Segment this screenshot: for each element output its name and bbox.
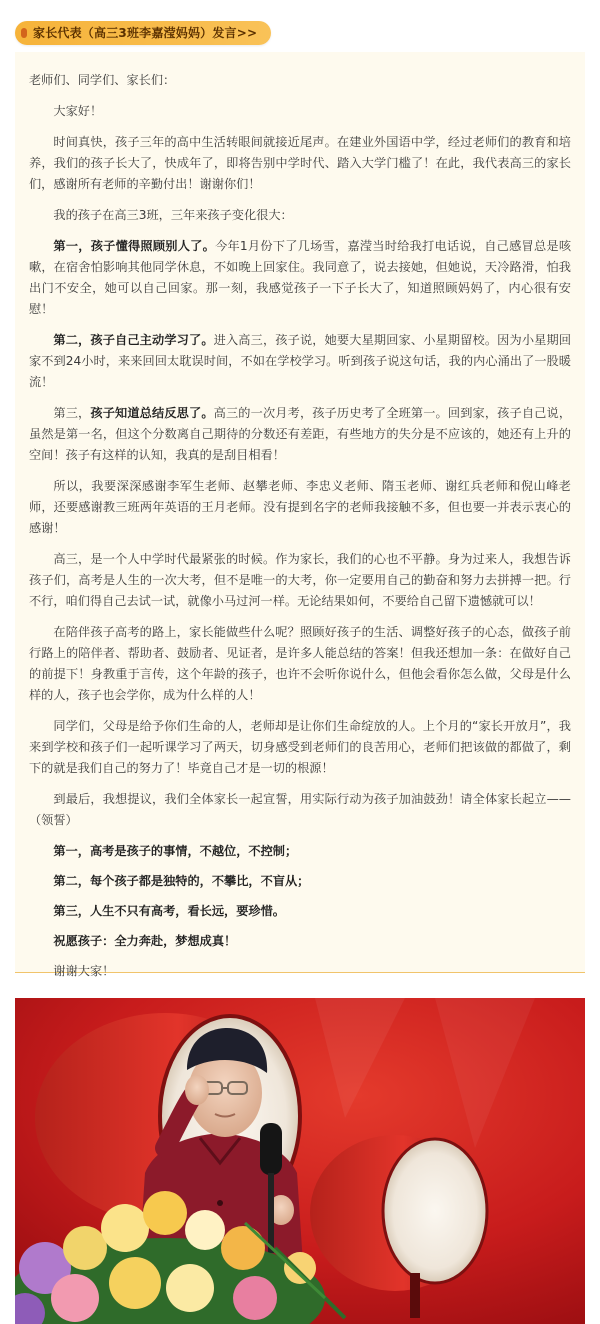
third-change-prefix: 第三， <box>53 406 91 420</box>
salutation: 老师们、同学们、家长们： <box>29 73 176 87</box>
speech-text <box>15 52 585 978</box>
speaker-photo[interactable] <box>15 998 585 1324</box>
paragraph-second-change <box>29 330 571 393</box>
first-change-text: 今年1月份下了几场雪，嘉滢当时给我打电话说，自己感冒总是咳嗽，在宿舍怕影响其他同学休息，不如晚上回家住。我同意了，说去接她，但她说，天冷路滑，怕我出门不安全，她可以自己回家。那一刻，我感觉孩子一下子长大了，知道照顾妈妈了，内心很有安慰！ <box>29 239 572 316</box>
blessing: 祝愿孩子：全力奔赴，梦想成真！ <box>53 934 237 948</box>
first-change-lead: 第一，孩子懂得照顾别人了。 <box>53 239 216 253</box>
second-change-lead: 第二，孩子自己主动学习了。 <box>53 333 214 347</box>
greeting: 大家好！ <box>53 104 103 118</box>
paragraph-intro: 时间真快，孩子三年的高中生活转眼间就接近尾声。在建业外国语中学，经过老师们的教育和培养，我们的孩子长大了，快成年了，即将告别中学时代、踏入大学门槛了！在此，我代表高三的家长们，感谢所有老师的辛勤付出！谢谢你们！ <box>29 135 571 191</box>
oath-line-3: 第三，人生不只有高考，看长远，要珍惜。 <box>53 904 285 918</box>
paragraph-oath-intro: 到最后，我想提议，我们全体家长一起宣誓，用实际行动为孩子加油鼓劲！请全体家长起立——（领誓） <box>29 792 571 827</box>
paragraph-parents-role: 在陪伴孩子高考的路上，家长能做些什么呢？照顾好孩子的生活、调整好孩子的心态，做孩子前行路上的陪伴者、帮助者、鼓励者、见证者，是许多人能总结的答案！但我还想加一条：在做好自己的前提下！身教重于言传，这个年龄的孩子，也许不会听你说什么，但他会看你怎么做，父母是什么样的人，孩子也会学你，成为什么样的人！ <box>29 625 571 702</box>
third-change-lead: 孩子知道总结反思了。 <box>90 406 214 420</box>
closing: 谢谢大家！ <box>53 964 115 978</box>
speaker-photo-illustration <box>15 998 585 1324</box>
paragraph-third-change <box>29 403 571 466</box>
paragraph-thanks: 所以，我要深深感谢李军生老师、赵攀老师、李忠义老师、隋玉老师、谢红兵老师和倪山峰老师，还要感谢教三班两年英语的王月老师。没有提到名字的老师我接触不多，但也要一并表示衷心的感谢！ <box>29 479 571 535</box>
paragraph-first-change <box>29 236 571 320</box>
paragraph-changes: 我的孩子在高三3班，三年来孩子变化很大： <box>53 208 293 222</box>
paragraph-senior-year: 高三，是一个人中学时代最紧张的时候。作为家长，我们的心也不平静。身为过来人，我想告诉孩子们，高考是人生的一次大考，但不是唯一的大考，你一定要用自己的勤奋和努力去拼搏一把。行不行，咱们得自己去试一试，就像小马过河一样。无论结果如何，不要给自己留下遗憾就可以！ <box>29 552 571 608</box>
paragraph-students: 同学们，父母是给予你们生命的人，老师却是让你们生命绽放的人。上个月的“家长开放月”，我来到学校和孩子们一起听课学习了两天，切身感受到老师们的良苦用心，老师们把该做的都做了，剩下的就是我们自己的努力了！毕竟自己才是一切的根源！ <box>29 719 571 775</box>
section-title-badge[interactable]: 家长代表（高三3班李嘉滢妈妈）发言>> <box>15 21 271 45</box>
third-change-text: 高三的一次月考，孩子历史考了全班第一。回到家，孩子自己说，虽然是第一名，但这个分数离自己期待的分数还有差距，有些地方的失分是不应该的，她还有上升的空间！孩子有这样的认知，我真的是刮目相看！ <box>29 406 572 462</box>
second-change-text: 进入高三，孩子说，她要大星期回家、小星期留校。因为小星期回家不到24小时，来来回回太耽误时间，不如在学校学习。听到孩子说这句话，我的内心涌出了一股暖流！ <box>29 333 572 389</box>
oath-line-2: 第二，每个孩子都是独特的，不攀比，不盲从； <box>53 874 310 888</box>
oath-line-1: 第一，高考是孩子的事情，不越位，不控制； <box>53 844 298 858</box>
